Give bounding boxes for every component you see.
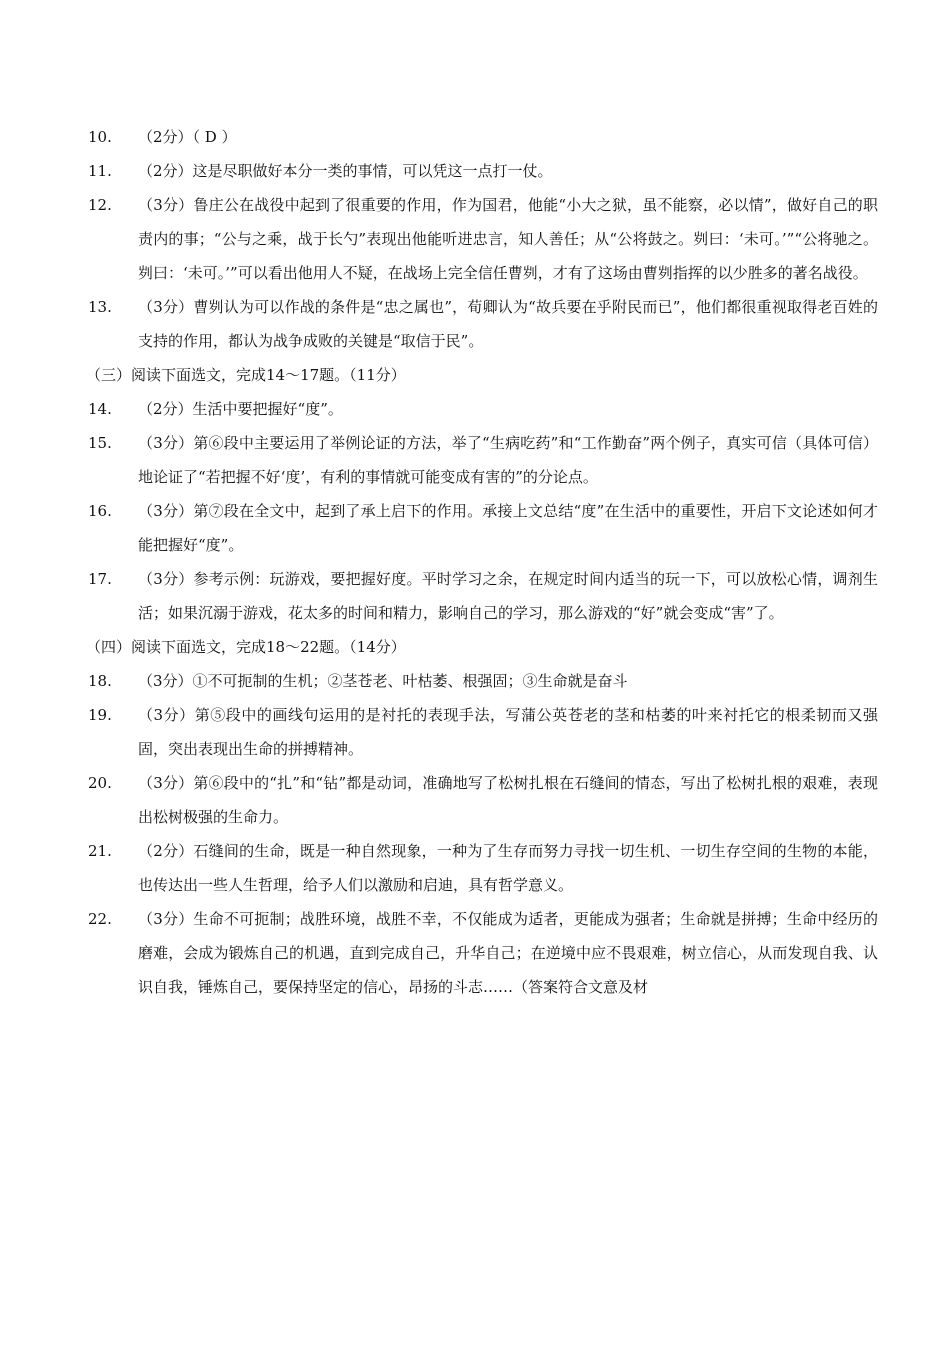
answer-item [88, 392, 878, 426]
answer-item [88, 902, 878, 1004]
question-number: 20. [88, 774, 112, 792]
answer-text: （2分）生活中要把握好“度”。 [138, 400, 343, 418]
answer-item [88, 120, 878, 154]
answer-item [88, 494, 878, 562]
answer-item [88, 426, 878, 494]
answer-text: （3分）第⑥段中主要运用了举例论证的方法，举了“生病吃药”和“工作勤奋”两个例子，真实可信（具体可信）地论证了“若把握不好‘度’，有利的事情就可能变成有害的”的分论点。 [138, 434, 878, 486]
answer-item [88, 562, 878, 630]
answer-text: （3分）曹刿认为可以作战的条件是“忠之属也”，荀卿认为“故兵要在乎附民而已”，他们都很重视取得老百姓的支持的作用，都认为战争成败的关键是“取信于民”。 [138, 298, 878, 350]
question-number: 16. [88, 502, 112, 520]
question-number: 11. [88, 162, 112, 180]
answer-item [88, 154, 878, 188]
answer-text: （3分）鲁庄公在战役中起到了很重要的作用，作为国君，他能“小大之狱，虽不能察，必以情”，做好自己的职责内的事；“公与之乘，战于长勺”表现出他能听进忠言，知人善任；从“公将鼓之。刿曰：‘未可。’”“公将驰之。刿曰：‘未可。’”可以看出他用人不疑，在战场上完全信任曹刿，才有了这场由曹刿指挥的以少胜多的著名战役。 [138, 196, 878, 282]
question-number: 21. [88, 842, 112, 860]
answer-text: （3分）第⑥段中的“扎”和“钻”都是动词，准确地写了松树扎根在石缝间的情态，写出了松树扎根的艰难，表现出松树极强的生命力。 [138, 774, 878, 826]
answer-text: （2分）（ D ） [138, 128, 237, 146]
section-heading: （四）阅读下面选文，完成18～22题。（14分） [86, 638, 406, 656]
answer-text: （3分）第⑦段在全文中，起到了承上启下的作用。承接上文总结“度”在生活中的重要性，开启下文论述如何才能把握好“度”。 [138, 502, 878, 554]
answer-item [88, 766, 878, 834]
question-number: 14. [88, 400, 112, 418]
question-number: 10. [88, 128, 112, 146]
answer-text: （3分）参考示例：玩游戏，要把握好度。平时学习之余，在规定时间内适当的玩一下，可以放松心情，调剂生活；如果沉溺于游戏，花太多的时间和精力，影响自己的学习，那么游戏的“好”就会变成“害”了。 [138, 570, 878, 622]
question-number: 19. [88, 706, 112, 724]
answer-text: （3分）生命不可扼制；战胜环境，战胜不幸，不仅能成为适者，更能成为强者；生命就是拼搏；生命中经历的磨难，会成为锻炼自己的机遇，直到完成自己，升华自己；在逆境中应不畏艰难，树立信心，从而发现自我、认识自我，锤炼自己，要保持坚定的信心，昂扬的斗志……（答案符合文意及材 [138, 910, 878, 996]
section-heading: （三）阅读下面选文，完成14～17题。（11分） [86, 366, 406, 384]
answer-text: （3分）第⑤段中的画线句运用的是衬托的表现手法，写蒲公英苍老的茎和枯萎的叶来衬托它的根柔韧而又强固，突出表现出生命的拼搏精神。 [138, 706, 878, 758]
answer-text: （2分）这是尽职做好本分一类的事情，可以凭这一点打一仗。 [138, 162, 553, 180]
answer-item [88, 664, 878, 698]
answer-text: （2分）石缝间的生命，既是一种自然现象，一种为了生存而努力寻找一切生机、一切生存空间的生物的本能，也传达出一些人生哲理，给予人们以激励和启迪，具有哲学意义。 [138, 842, 878, 894]
question-number: 18. [88, 672, 112, 690]
question-number: 17. [88, 570, 112, 588]
answer-item [88, 290, 878, 358]
question-number: 13. [88, 298, 112, 316]
question-number: 15. [88, 434, 112, 452]
answer-item [88, 834, 878, 902]
answer-item [88, 698, 878, 766]
question-number: 22. [88, 910, 112, 928]
question-number: 12. [88, 196, 112, 214]
answer-text: （3分）①不可扼制的生机；②茎苍老、叶枯萎、根强固；③生命就是奋斗 [138, 672, 628, 690]
answer-item [88, 188, 878, 290]
answer-list [88, 120, 878, 1004]
